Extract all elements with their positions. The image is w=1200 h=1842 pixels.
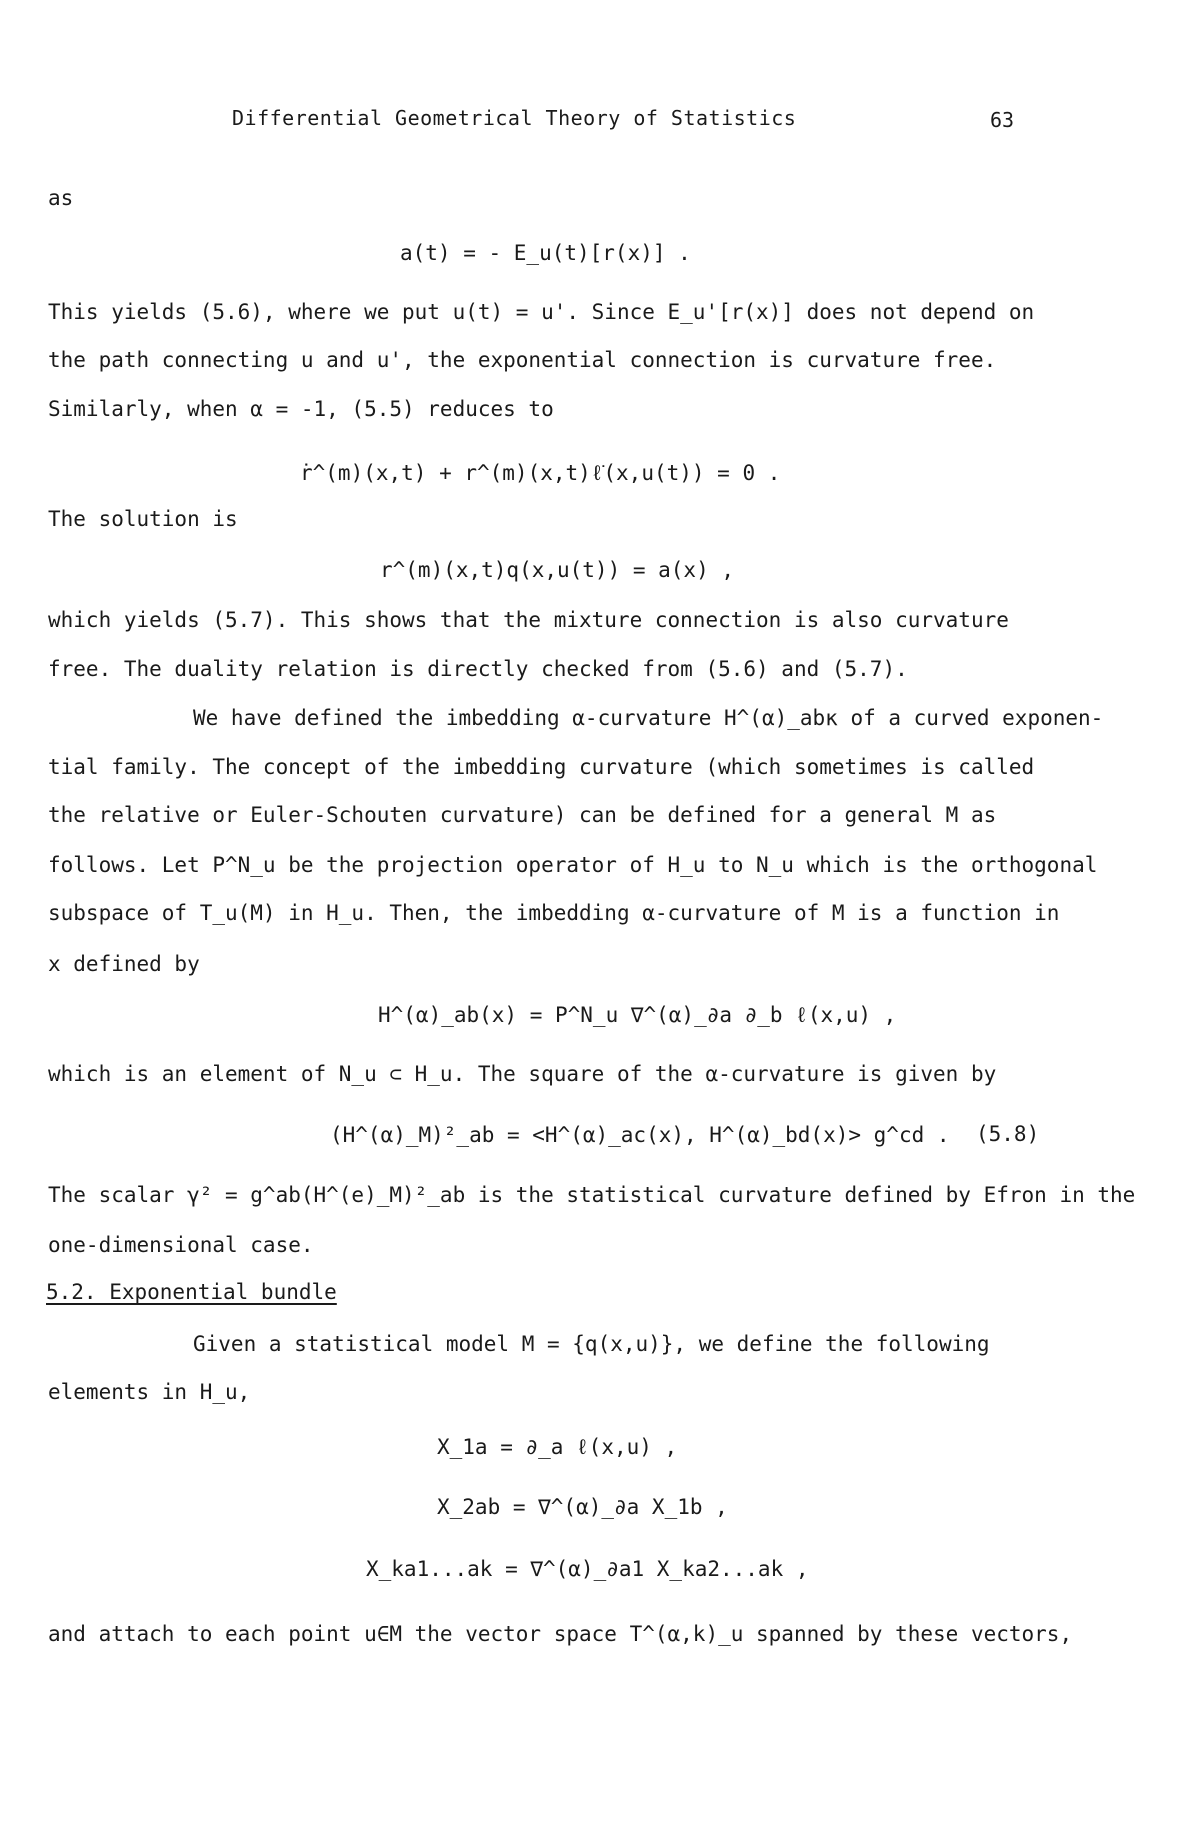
text-line: The solution is (48, 507, 238, 531)
text-line: The scalar γ² = g^ab(H^(e)_M)²_ab is the statistical curvature defined by Efron in the (48, 1183, 1136, 1207)
text-line: free. The duality relation is directly checked from (5.6) and (5.7). (48, 657, 908, 681)
page-number: 63 (990, 108, 1015, 132)
text-line: We have defined the imbedding α-curvature H^(α)_abκ of a curved exponen- (193, 706, 1104, 730)
running-header: Differential Geometrical Theory of Statistics (232, 106, 797, 130)
text-line: tial family. The concept of the imbedding curvature (which sometimes is called (48, 755, 1035, 779)
text-line: one-dimensional case. (48, 1233, 314, 1257)
equation-solution: r^(m)(x,t)q(x,u(t)) = a(x) , (380, 558, 735, 582)
text-line: the path connecting u and u', the exponential connection is curvature free. (48, 348, 997, 372)
text-line: subspace of T_u(M) in H_u. Then, the imbedding α-curvature of M is a function in (48, 901, 1060, 925)
text-line: and attach to each point u∈M the vector space T^(α,k)_u spanned by these vectors, (48, 1622, 1073, 1646)
equation-x2: X_2ab = ∇^(α)_∂a X_1b , (437, 1495, 728, 1519)
equation-imbedding-curvature: H^(α)_ab(x) = P^N_u ∇^(α)_∂a ∂_b ℓ(x,u) , (378, 1003, 897, 1027)
equation-x1: X_1a = ∂_a ℓ(x,u) , (437, 1435, 678, 1459)
text-line: Given a statistical model M = {q(x,u)}, we define the following (193, 1332, 990, 1356)
equation-a: a(t) = - E_u(t)[r(x)] . (400, 241, 691, 265)
equation-5-8: (H^(α)_M)²_ab = <H^(α)_ac(x), H^(α)_bd(x)> g^cd . (330, 1123, 950, 1147)
equation-number: (5.8) (976, 1122, 1040, 1146)
equation-xk: X_ka1...ak = ∇^(α)_∂a1 X_ka2...ak , (366, 1557, 809, 1581)
text-line: elements in H_u, (48, 1380, 251, 1404)
text-line: x defined by (48, 952, 200, 976)
text-line: the relative or Euler-Schouten curvature) can be defined for a general M as (48, 803, 997, 827)
equation-r: ṙ^(m)(x,t) + r^(m)(x,t)ℓ̇(x,u(t)) = 0 . (300, 461, 781, 485)
section-heading: 5.2. Exponential bundle (46, 1280, 337, 1304)
text-line: which is an element of N_u ⊂ H_u. The square of the α-curvature is given by (48, 1062, 997, 1086)
text-line: Similarly, when α = -1, (5.5) reduces to (48, 397, 554, 421)
text-line: which yields (5.7). This shows that the mixture connection is also curvature (48, 608, 1009, 632)
text-line: as (48, 186, 74, 210)
text-line: This yields (5.6), where we put u(t) = u'. Since E_u'[r(x)] does not depend on (48, 300, 1035, 324)
text-line: follows. Let P^N_u be the projection operator of H_u to N_u which is the orthogonal (48, 853, 1098, 877)
